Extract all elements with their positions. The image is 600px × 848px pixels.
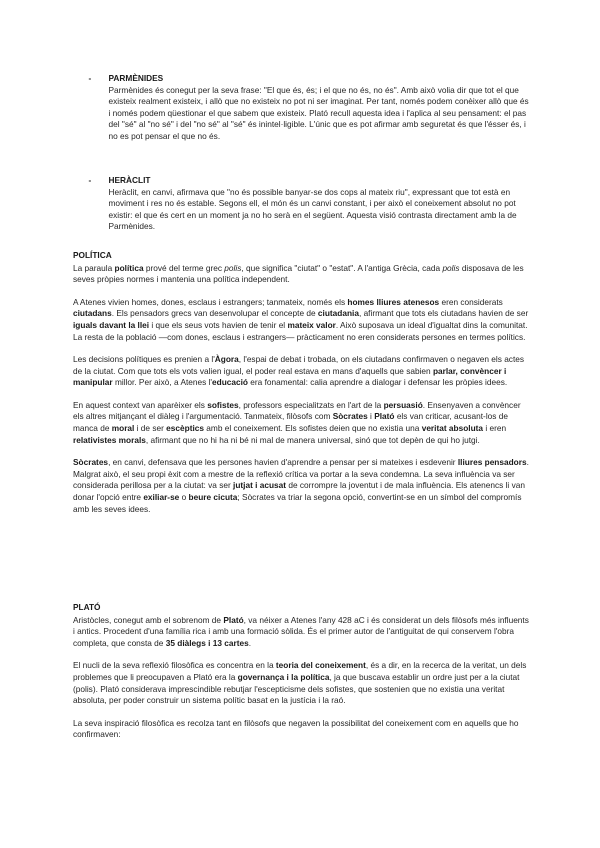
section-heading-plato: PLATÓ (73, 602, 101, 612)
bullet-body-heraclit: Heràclit, en canvi, afirmava que "no és possible banyar-se dos cops al mateix riu", expressant que tot està en moviment i res no és estable. Segons ell, el món és un canvi constant, i per això el coneixement absolut no pot existir: el que és cert en un moment ja no ho serà en el següent. Aquesta visió contrasta directament amb la de Parmènides. (108, 186, 517, 232)
bullet-dash: - (88, 175, 92, 185)
paragraph: La paraula política prové del terme grec polis, que significa "ciutat" o "estat". A l'antiga Grècia, cada polis disposava de les seves pròpies normes i mantenia una política independent. (73, 262, 524, 285)
section-politica (73, 250, 533, 526)
paragraph: Les decisions polítiques es prenien a l'Àgora, l'espai de debat i trobada, on els ciutadans confirmaven o negaven els actes de la ciutat. Com que tots els vots valien igual, el poder real estava en mans d'aquells que sabien parlar, convèncer i manipular millor. Per això, a Atenes l'educació era fonamental: calia aprendre a dialogar i defensar les pròpies idees. (73, 353, 525, 388)
bullet-dash: - (88, 73, 92, 83)
paragraph: Aristòcles, conegut amb el sobrenom de Plató, va néixer a Atenes l'any 428 aC i és considerat un dels filòsofs més influents i antics. Procedent d'una família rica i amb una formació sòlida. És el primer autor de l'antiguitat de qui conservem l'obra completa, que consta de 35 diàlegs i 13 cartes. (73, 614, 529, 649)
paragraph: El nucli de la seva reflexió filosòfica es concentra en la teoria del coneixement, és a dir, en la recerca de la veritat, un dels problemes que li preocupaven a Plató era la governança i la política, ja que buscava establir un ordre just per a la ciutat (polis). Plató considerava imprescindible rebutjar l'escepticisme dels sofistes, que sostenien que no existia una veritat absoluta, per poder construir un sistema polític basat en la justícia i la raó. (73, 660, 527, 706)
bullet-title-parmenides: PARMÈNIDES (108, 73, 164, 83)
paragraph: En aquest context van aparèixer els sofistes, professors especialitzats en l'art de la persuasió. Ensenyaven a convèncer els altres mitjançant el diàleg i l'argumentació. Tanmateix, filòsofs com Sòcrates i Plató els van criticar, acusant-los de manca de moral i de ser escèptics amb el coneixement. Els sofistes deien que no existia una veritat absoluta i eren relativistes morals, afirmant que no hi ha ni bé ni mal de manera universal, sinó que tot depèn de qui ho jutgi. (73, 399, 521, 445)
bullet-body-parmenides: Parmènides és conegut per la seva frase: "El que és, és; i el que no és, no és". Amb això volia dir que tot el que existeix realment existeix, i allò que no existeix no pot ni ser imaginat. Per tant, només podem conèixer allò que és i només podem qüestionar el que sabem que existeix. Plató recull aquesta idea i l'aplica al seu pensament: el pas del "sé" al "no sé" i del "no sé" al "sé" és inintel·ligible. L'únic que es pot afirmar amb seguretat és que l'ésser és, i no es pot pensar el que no és. (108, 84, 529, 141)
bullet-parmenides (89, 73, 529, 143)
bullet-title-heraclit: HERÀCLIT (108, 175, 151, 185)
paragraph: La seva inspiració filosòfica es recolza tant en filòsofs que negaven la possibilitat del coneixement com en aquells que ho confirmaven: (73, 717, 519, 740)
paragraph: Sòcrates, en canvi, defensava que les persones havien d'aprendre a pensar per si mateixes i esdevenir lliures pensadors. Malgrat això, el seu propi èxit com a mestre de la reflexió crítica va portar a la seva condemna. La seva influència va ser considerada perillosa per a la ciutat: va ser jutjat i acusat de corrompre la joventut i de mala influència. Els atenencs li van donar l'opció entre exiliar-se o beure cicuta; Sòcrates va triar la segona opció, convertint-se en un símbol del compromís amb les seves idees. (73, 456, 529, 514)
paragraph: A Atenes vivien homes, dones, esclaus i estrangers; tanmateix, només els homes lliures atenesos eren considerats ciutadans. Els pensadors grecs van desenvolupar el concepte de ciutadania, afirmant que tots els ciutadans havien de ser iguals davant la llei i que els seus vots havien de tenir el mateix valor. Això suposava un ideal d'igualtat dins la comunitat. La resta de la població —com dones, esclaus i estrangers— pràcticament no eren considerats persones en termes polítics. (73, 296, 529, 342)
section-heading-politica: POLÍTICA (73, 250, 112, 260)
section-plato (73, 602, 533, 752)
bullet-heraclit (89, 175, 529, 233)
